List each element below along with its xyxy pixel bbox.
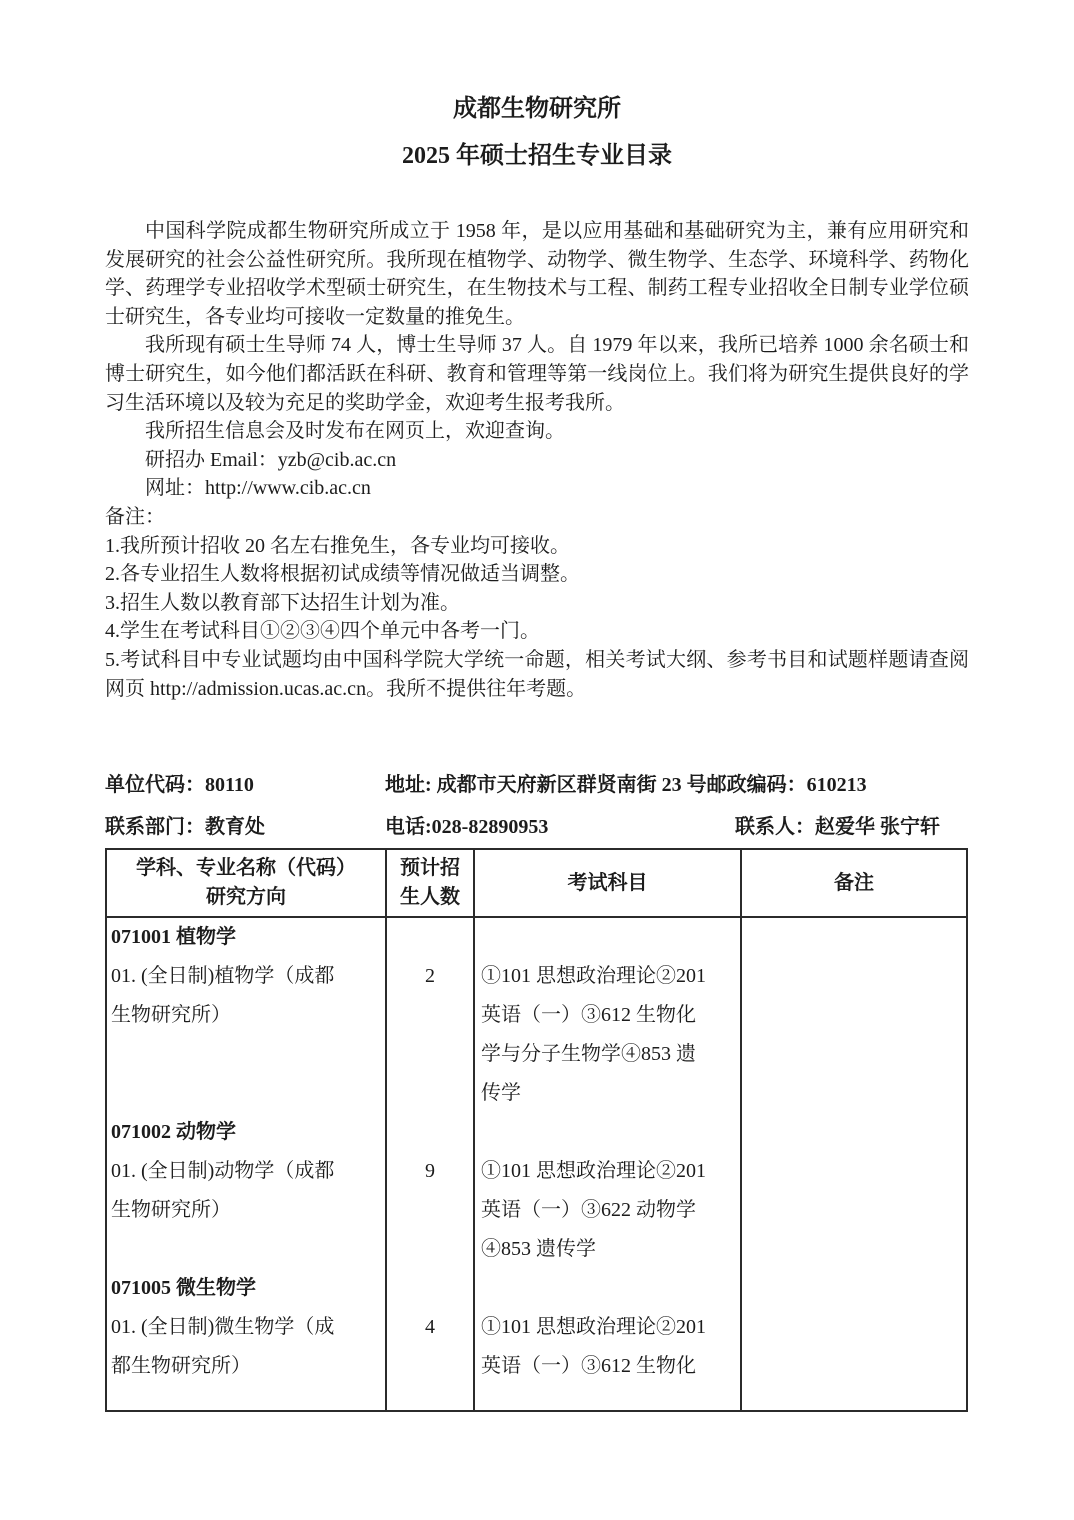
- address: 地址: 成都市天府新区群贤南街 23 号邮政编码：610213: [385, 774, 867, 796]
- exam-subjects-line: 英语（一）③612 生物化: [481, 1355, 696, 1377]
- column-header-planned-enrollment: 预计招 生人数: [387, 850, 475, 916]
- note-item-4: 4.学生在考试科目①②③④四个单元中各考一门。: [105, 620, 540, 643]
- section-code-title: 071002 动物学: [111, 1121, 236, 1143]
- program-direction-line: 都生物研究所）: [111, 1355, 251, 1377]
- discipline-cell: [107, 918, 387, 1410]
- column-header-exam-subjects: 考试科目: [475, 850, 742, 916]
- note-item-5: 5.考试科目中专业试题均由中国科学院大学统一命题，相关考试大纲、参考书目和试题样题请查阅网页 http://admission.ucas.ac.cn。我所不提供往年考题。: [105, 648, 969, 700]
- enrollment-count: 2: [425, 965, 435, 987]
- program-direction-line: 01. (全日制)动物学（成都: [111, 1160, 335, 1182]
- doc-title: 成都生物研究所: [453, 96, 621, 122]
- phone-number: 电话:028-82890953: [385, 816, 549, 838]
- note-item-2: 2.各专业招生人数将根据初试成绩等情况做适当调整。: [105, 563, 580, 586]
- section-code-title: 071005 微生物学: [111, 1277, 256, 1299]
- exam-subjects-line: 传学: [481, 1082, 521, 1104]
- intro-paragraph-1: 中国科学院成都生物研究所成立于 1958 年，是以应用基础和基础研究为主，兼有应用研究和发展研究的社会公益性研究所。我所现在植物学、动物学、微生物学、生态学、环境科学、药物化学、药理学专业招收学术型硕士研究生，在生物技术与工程、制药工程专业招收全日制专业学位硕士研究生，各专业均可接收一定数量的推免生。: [105, 220, 969, 328]
- table-header-row: [107, 850, 966, 918]
- enrollment-count: 4: [425, 1316, 435, 1338]
- intro-paragraph-3: 我所招生信息会及时发布在网页上，欢迎查询。: [145, 420, 565, 443]
- program-direction-line: 01. (全日制)植物学（成都: [111, 965, 335, 987]
- intro-paragraph-2: 我所现有硕士生导师 74 人，博士生导师 37 人。自 1979 年以来，我所已培养 1000 余名硕士和博士研究生，如今他们都活跃在科研、教育和管理等第一线岗位上。我们将为研究生提供良好的学习生活环境以及较为充足的奖助学金，欢迎考生报考我所。: [105, 334, 969, 414]
- exam-subjects-line: ④853 遗传学: [481, 1238, 596, 1260]
- note-item-1: 1.我所预计招收 20 名左右推免生，各专业均可接收。: [105, 534, 570, 557]
- column-header-discipline: 学科、专业名称（代码） 研究方向: [107, 850, 387, 916]
- note-item-3: 3.招生人数以教育部下达招生计划为准。: [105, 591, 460, 614]
- info-row-1: [105, 768, 969, 800]
- program-direction-line: 01. (全日制)微生物学（成: [111, 1316, 335, 1338]
- exam-subjects-cell: [475, 918, 742, 1410]
- exam-subjects-line: 英语（一）③612 生物化: [481, 1004, 696, 1026]
- exam-subjects-line: ①101 思想政治理论②201: [481, 1160, 706, 1182]
- exam-subjects-line: ①101 思想政治理论②201: [481, 965, 706, 987]
- table-body-row: [107, 918, 966, 1410]
- remarks-cell: [742, 918, 966, 1410]
- exam-subjects-line: 学与分子生物学④853 遗: [481, 1043, 696, 1065]
- program-direction-line: 生物研究所）: [111, 1004, 231, 1026]
- exam-subjects-line: ①101 思想政治理论②201: [481, 1316, 706, 1338]
- enrollment-cell: [387, 918, 475, 1410]
- remark-text: [742, 918, 966, 957]
- contact-email-line: 研招办 Email：yzb@cib.ac.cn: [145, 448, 397, 471]
- section-code-title: 071001 植物学: [111, 926, 236, 948]
- admissions-table: [105, 848, 968, 1412]
- program-direction-line: 生物研究所）: [111, 1199, 231, 1221]
- notes-title: 备注：: [105, 505, 165, 528]
- intro-section: [105, 217, 969, 703]
- unit-code: 单位代码：80110: [105, 774, 254, 796]
- contact-department: 联系部门：教育处: [105, 816, 265, 838]
- doc-subtitle: 2025 年硕士招生专业目录: [402, 143, 672, 169]
- contact-persons: 联系人：赵爱华 张宁轩: [735, 816, 940, 838]
- enrollment-count: 9: [425, 1160, 435, 1182]
- exam-subjects-line: 英语（一）③622 动物学: [481, 1199, 696, 1221]
- column-header-remarks: 备注: [834, 871, 874, 894]
- info-row-2: [105, 810, 969, 842]
- contact-website-line: 网址：http://www.cib.ac.cn: [145, 477, 371, 500]
